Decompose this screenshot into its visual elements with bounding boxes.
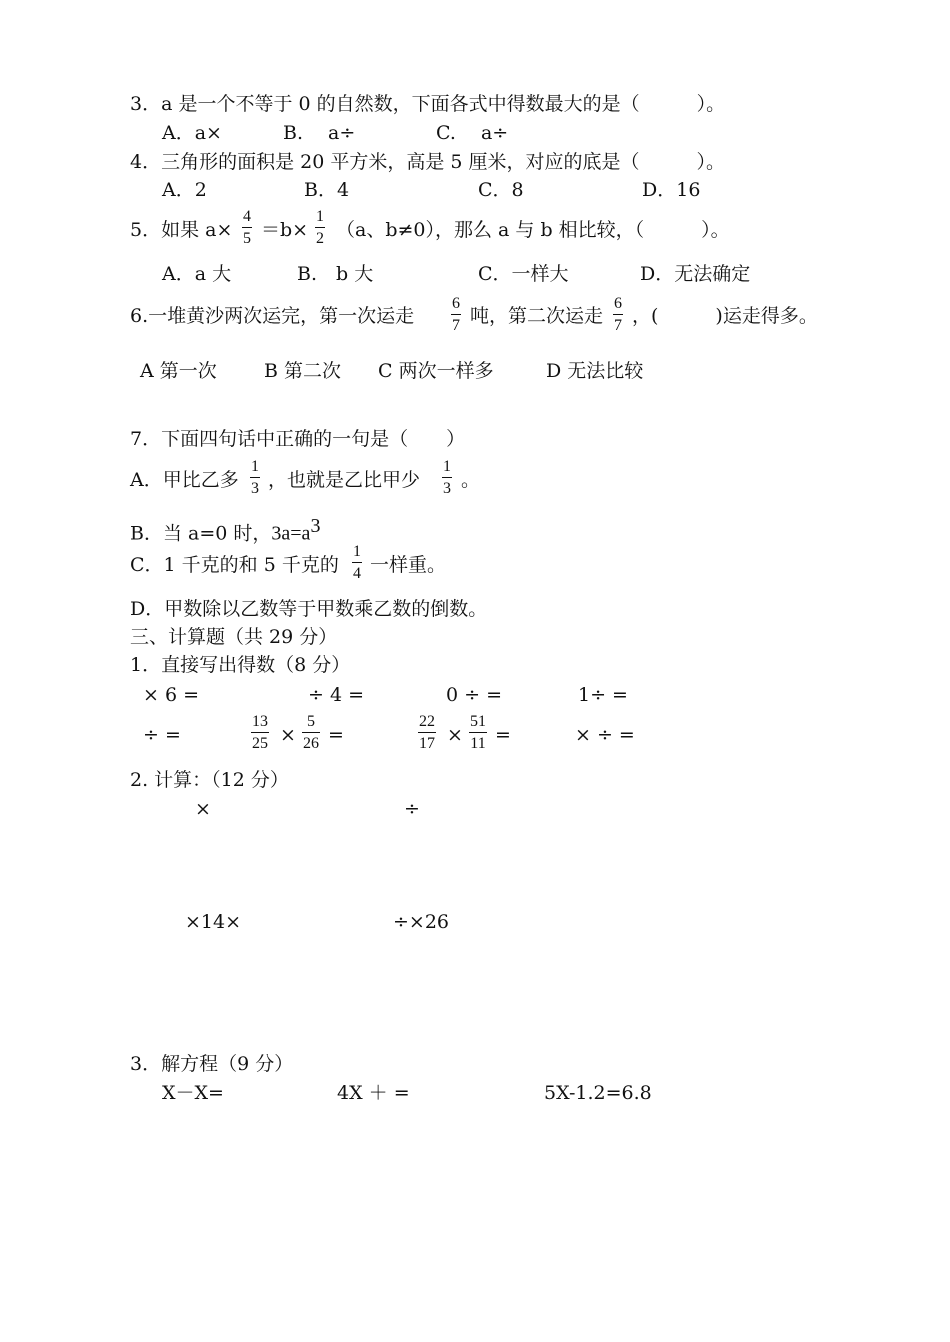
q6-option-a: A 第一次 bbox=[140, 360, 217, 382]
fraction-bar bbox=[251, 732, 269, 733]
q7-option-a-fraction-1 bbox=[250, 459, 260, 497]
calc-expression-1: × bbox=[195, 798, 211, 820]
fraction-denominator: 11 bbox=[470, 735, 486, 752]
q3-stem: 3．a 是一个不等于 0 的自然数，下面各式中得数最大的是（ ）。 bbox=[130, 93, 726, 115]
oral-calc-6-operator: × bbox=[280, 724, 296, 746]
oral-calc-7-equals: = bbox=[495, 724, 511, 746]
q7-option-b-text: B．当 a=0 时， bbox=[130, 522, 272, 545]
oral-calc-7-fraction-1 bbox=[418, 714, 436, 752]
oral-calc-4: 1÷ = bbox=[578, 684, 628, 706]
q6-stem-end: ，( )运走得多。 bbox=[632, 305, 818, 327]
fraction-denominator: 7 bbox=[452, 317, 460, 334]
fraction-denominator: 25 bbox=[252, 735, 268, 752]
q7-option-c-end: 一样重。 bbox=[370, 554, 447, 576]
calc-expression-3: ×14× bbox=[185, 911, 242, 933]
fraction-denominator: 3 bbox=[443, 480, 451, 497]
q6-option-c: C 两次一样多 bbox=[378, 360, 494, 382]
q7-option-d: D．甲数除以乙数等于甲数乘乙数的倒数。 bbox=[130, 598, 488, 620]
q4-option-a: A．2 bbox=[162, 179, 207, 201]
fraction-bar bbox=[469, 732, 487, 733]
fraction-numerator: 6 bbox=[452, 295, 460, 312]
q3-option-c: C. a÷ bbox=[436, 122, 509, 144]
q7-option-b bbox=[130, 516, 320, 543]
oral-calc-6-equals: = bbox=[328, 724, 344, 746]
q5-option-d: D．无法确定 bbox=[640, 263, 751, 285]
q3-option-a: A．a× bbox=[162, 122, 222, 144]
fraction-bar bbox=[352, 562, 362, 563]
q4-option-b: B．4 bbox=[304, 179, 350, 201]
equation-1: X－X= bbox=[162, 1082, 224, 1104]
fraction-denominator: 2 bbox=[316, 230, 324, 247]
oral-calc-6-fraction-1 bbox=[251, 714, 269, 752]
oral-calc-2: ÷ 4 = bbox=[308, 684, 365, 706]
oral-calc-8: × ÷ = bbox=[575, 724, 635, 746]
fraction-numerator: 22 bbox=[419, 713, 435, 730]
q7-option-b-expression: 3a=a bbox=[271, 522, 311, 545]
section-3-title: 三、计算题（共 29 分） bbox=[130, 626, 338, 648]
q5-stem-start: 5．如果 a× bbox=[130, 219, 233, 241]
fraction-bar bbox=[315, 227, 325, 228]
fraction-bar bbox=[250, 477, 260, 478]
oral-calc-6-fraction-2 bbox=[302, 714, 320, 752]
fraction-numerator: 1 bbox=[251, 458, 259, 475]
oral-calc-3: 0 ÷ = bbox=[446, 684, 503, 706]
section-3-part-2-title: 2. 计算：（12 分） bbox=[130, 769, 289, 791]
q4-option-c: C．8 bbox=[478, 179, 524, 201]
q6-option-b: B 第二次 bbox=[264, 360, 342, 382]
fraction-bar bbox=[442, 477, 452, 478]
fraction-denominator: 5 bbox=[243, 230, 251, 247]
q5-option-b: B. b 大 bbox=[297, 263, 374, 285]
fraction-bar bbox=[451, 314, 461, 315]
q7-option-c-fraction bbox=[352, 544, 362, 582]
q5-stem-middle: ＝b× bbox=[261, 219, 309, 241]
q5-option-a: A．a 大 bbox=[162, 263, 232, 285]
q6-option-d: D 无法比较 bbox=[546, 360, 644, 382]
section-3-part-1-title: 1．直接写出得数（8 分） bbox=[130, 654, 351, 676]
q5-option-c: C．一样大 bbox=[478, 263, 569, 285]
q6-fraction-2 bbox=[613, 296, 623, 334]
fraction-numerator: 51 bbox=[470, 713, 486, 730]
q6-stem-start: 6.一堆黄沙两次运完，第一次运走 bbox=[130, 305, 415, 327]
fraction-numerator: 4 bbox=[243, 208, 251, 225]
oral-calc-7-fraction-2 bbox=[469, 714, 487, 752]
section-3-part-3-title: 3．解方程（9 分） bbox=[130, 1053, 294, 1075]
fraction-denominator: 4 bbox=[353, 565, 361, 582]
q4-stem: 4．三角形的面积是 20 平方米，高是 5 厘米，对应的底是（ ）。 bbox=[130, 151, 726, 173]
fraction-numerator: 6 bbox=[614, 295, 622, 312]
fraction-bar bbox=[302, 732, 320, 733]
calc-expression-4: ÷×26 bbox=[393, 911, 450, 933]
q5-fraction-1 bbox=[242, 209, 252, 247]
oral-calc-1: × 6 = bbox=[143, 684, 200, 706]
fraction-denominator: 26 bbox=[303, 735, 319, 752]
q3-option-b: B. a÷ bbox=[283, 122, 356, 144]
q7-option-a-end: 。 bbox=[461, 469, 481, 491]
fraction-numerator: 1 bbox=[353, 543, 361, 560]
fraction-bar bbox=[418, 732, 436, 733]
q7-option-b-exponent: 3 bbox=[310, 515, 321, 537]
q5-fraction-2 bbox=[315, 209, 325, 247]
calc-expression-2: ÷ bbox=[404, 798, 420, 820]
q7-stem: 7．下面四句话中正确的一句是（ ） bbox=[130, 428, 466, 450]
q7-option-a-start: A．甲比乙多 bbox=[130, 469, 239, 491]
fraction-numerator: 13 bbox=[252, 713, 268, 730]
equation-3: 5X-1.2=6.8 bbox=[544, 1082, 652, 1104]
equation-2: 4X ＋ = bbox=[337, 1082, 410, 1104]
q4-option-d: D．16 bbox=[642, 179, 701, 201]
fraction-bar bbox=[613, 314, 623, 315]
fraction-numerator: 1 bbox=[443, 458, 451, 475]
q6-fraction-1 bbox=[451, 296, 461, 334]
q7-option-a-fraction-2 bbox=[442, 459, 452, 497]
q5-stem-end: （a、b≠0），那么 a 与 b 相比较，（ ）。 bbox=[336, 219, 730, 241]
fraction-bar bbox=[242, 227, 252, 228]
fraction-numerator: 5 bbox=[307, 713, 315, 730]
fraction-denominator: 17 bbox=[419, 735, 435, 752]
fraction-denominator: 7 bbox=[614, 317, 622, 334]
oral-calc-5: ÷ = bbox=[143, 724, 181, 746]
fraction-denominator: 3 bbox=[251, 480, 259, 497]
q6-stem-middle: 吨，第二次运走 bbox=[470, 305, 604, 327]
fraction-numerator: 1 bbox=[316, 208, 324, 225]
oral-calc-7-operator: × bbox=[447, 724, 463, 746]
q7-option-a-middle: ，也就是乙比甲少 bbox=[268, 469, 421, 491]
q7-option-c-start: C．1 千克的和 5 千克的 bbox=[130, 554, 339, 576]
